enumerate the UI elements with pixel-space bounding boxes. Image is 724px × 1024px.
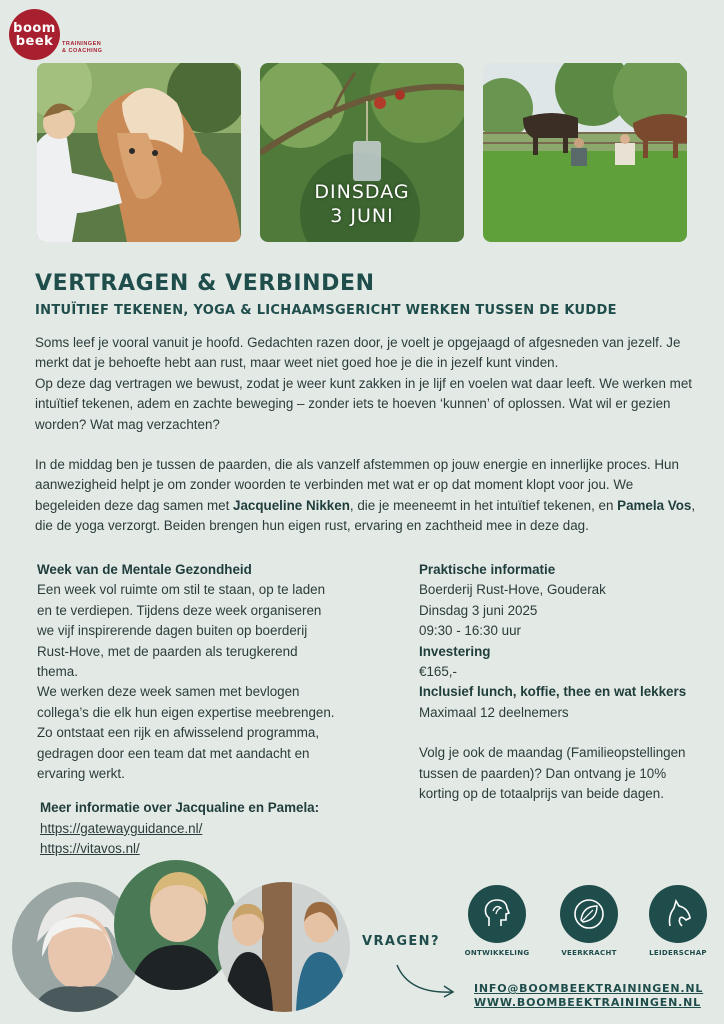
week-paragraph-1: Een week vol ruimte om stil te staan, op te laden en te verdiepen. Tijdens deze week organiseren we vijf inspirerende dagen buiten op boerderij Rust-Hove, met de paarden als terugkerend thema.	[37, 582, 326, 680]
intro-paragraph-1: Soms leef je vooral vanuit je hoofd. Gedachten razen door, je voelt je opgejaagd of afgesneden van jezelf. Je merkt dat je behoefte hebt aan rust, maar weet niet goed hoe je die in jezelf kunt vinden.	[35, 335, 681, 371]
contact-info	[474, 982, 703, 1010]
link-gatewayguidance[interactable]: https://gatewayguidance.nl/	[40, 820, 203, 836]
week-paragraph-2: We werken deze week samen met bevlogen collega’s die elk hun eigen expertise meebrengen. Zo ontstaat een rijk en afwisselend programma, gedragen door een team dat met aandacht en ervaring werkt.	[37, 684, 335, 782]
badge-ontwikkeling	[464, 885, 537, 957]
badge-label-2: VEERKRACHT	[561, 949, 617, 957]
intro-paragraph-3	[35, 455, 700, 537]
inclusive-text: Inclusief lunch, koffie, thee en wat lekkers	[419, 684, 687, 700]
intro-paragraph-2: Op deze dag vertragen we bewust, zodat je weer kunt zakken in je lijf en voelen wat daar leeft. We werken met intuïtief tekenen, adem en zachte beweging – zonder iets te hoeven ‘kunnen’ of oplossen. Wat wil er gezien worden? Wat mag verzachten?	[35, 375, 692, 432]
photo-date-day: DINSDAG	[314, 181, 410, 203]
week-heading: Week van de Mentale Gezondheid	[37, 562, 252, 577]
investment-heading: Investering	[419, 643, 491, 659]
practical-date: Dinsdag 3 juni 2025	[419, 602, 538, 618]
logo-tag1: TRAININGEN	[62, 41, 102, 47]
logo-line2: beek	[15, 33, 54, 49]
photo-horses-meadow	[483, 63, 687, 242]
facilitator-name-2: Pamela Vos	[617, 497, 692, 513]
week-section	[37, 560, 337, 860]
head-icon	[468, 885, 526, 943]
badge-label-3: LEIDERSCHAP	[649, 949, 707, 957]
photo-woman-horse	[37, 63, 241, 242]
intro-p3-start: In de middag ben je tussen de paarden, die als vanzelf afstemmen op jouw energie en innerlijke proces. Hun aanwezigheid helpt je om zonder woorden te verbinden met wat er op dat moment klopt voor jou. We begeleiden deze dag samen met	[35, 457, 679, 513]
max-participants: Maximaal 12 deelnemers	[419, 704, 569, 720]
page-subtitle: INTUÏTIEF TEKENEN, YOGA & LICHAAMSGERICHT WERKEN TUSSEN DE KUDDE	[35, 303, 617, 318]
page-title: VERTRAGEN & VERBINDEN	[35, 271, 375, 296]
more-info-heading: Meer informatie over Jacqualine en Pamela:	[40, 800, 320, 816]
photo-date	[260, 180, 464, 228]
badge-label-1: ONTWIKKELING	[464, 949, 530, 957]
logo-tag2: & COACHING	[62, 47, 103, 54]
portrait-pamela	[114, 860, 238, 990]
badge-leiderschap	[649, 885, 718, 957]
arrow-icon	[394, 962, 458, 1002]
contact-website[interactable]: WWW.BOOMBEEKTRAININGEN.NL	[474, 996, 701, 1009]
practical-location: Boerderij Rust-Hove, Gouderak	[419, 582, 606, 598]
logo	[9, 9, 60, 60]
photo-tree-jar	[260, 63, 464, 242]
logo-tagline	[62, 41, 102, 54]
intro-p3-end: , die de yoga verzorgt. Beiden brengen hun eigen rust, ervaring en zachtheid mee in deze dag.	[35, 497, 696, 534]
horse-head-icon	[649, 885, 707, 943]
practical-section	[419, 560, 709, 804]
monday-discount: Volg je ook de maandag (Familieopstellingen tussen de paarden)? Dan ontvang je 10% korting op de totaalprijs van beide dagen.	[419, 745, 686, 802]
photo-date-date: 3 JUNI	[330, 205, 394, 227]
portrait-duo	[218, 882, 350, 1012]
leaf-icon	[560, 885, 618, 943]
intro-p3-mid: , die je meeneemt in het intuïtief tekenen, en	[349, 497, 618, 513]
questions-label: VRAGEN?	[362, 934, 440, 949]
price: €165,-	[419, 664, 457, 680]
logo-line1: boom	[13, 20, 56, 36]
facilitator-name-1: Jacqueline Nikken	[233, 497, 350, 513]
badge-veerkracht	[560, 885, 629, 957]
contact-email[interactable]: INFO@BOOMBEEKTRAININGEN.NL	[474, 982, 704, 995]
practical-heading: Praktische informatie	[419, 562, 556, 577]
intro-text	[35, 333, 700, 537]
link-vitavos[interactable]: https://vitavos.nl/	[40, 841, 140, 857]
practical-time: 09:30 - 16:30 uur	[419, 623, 521, 639]
